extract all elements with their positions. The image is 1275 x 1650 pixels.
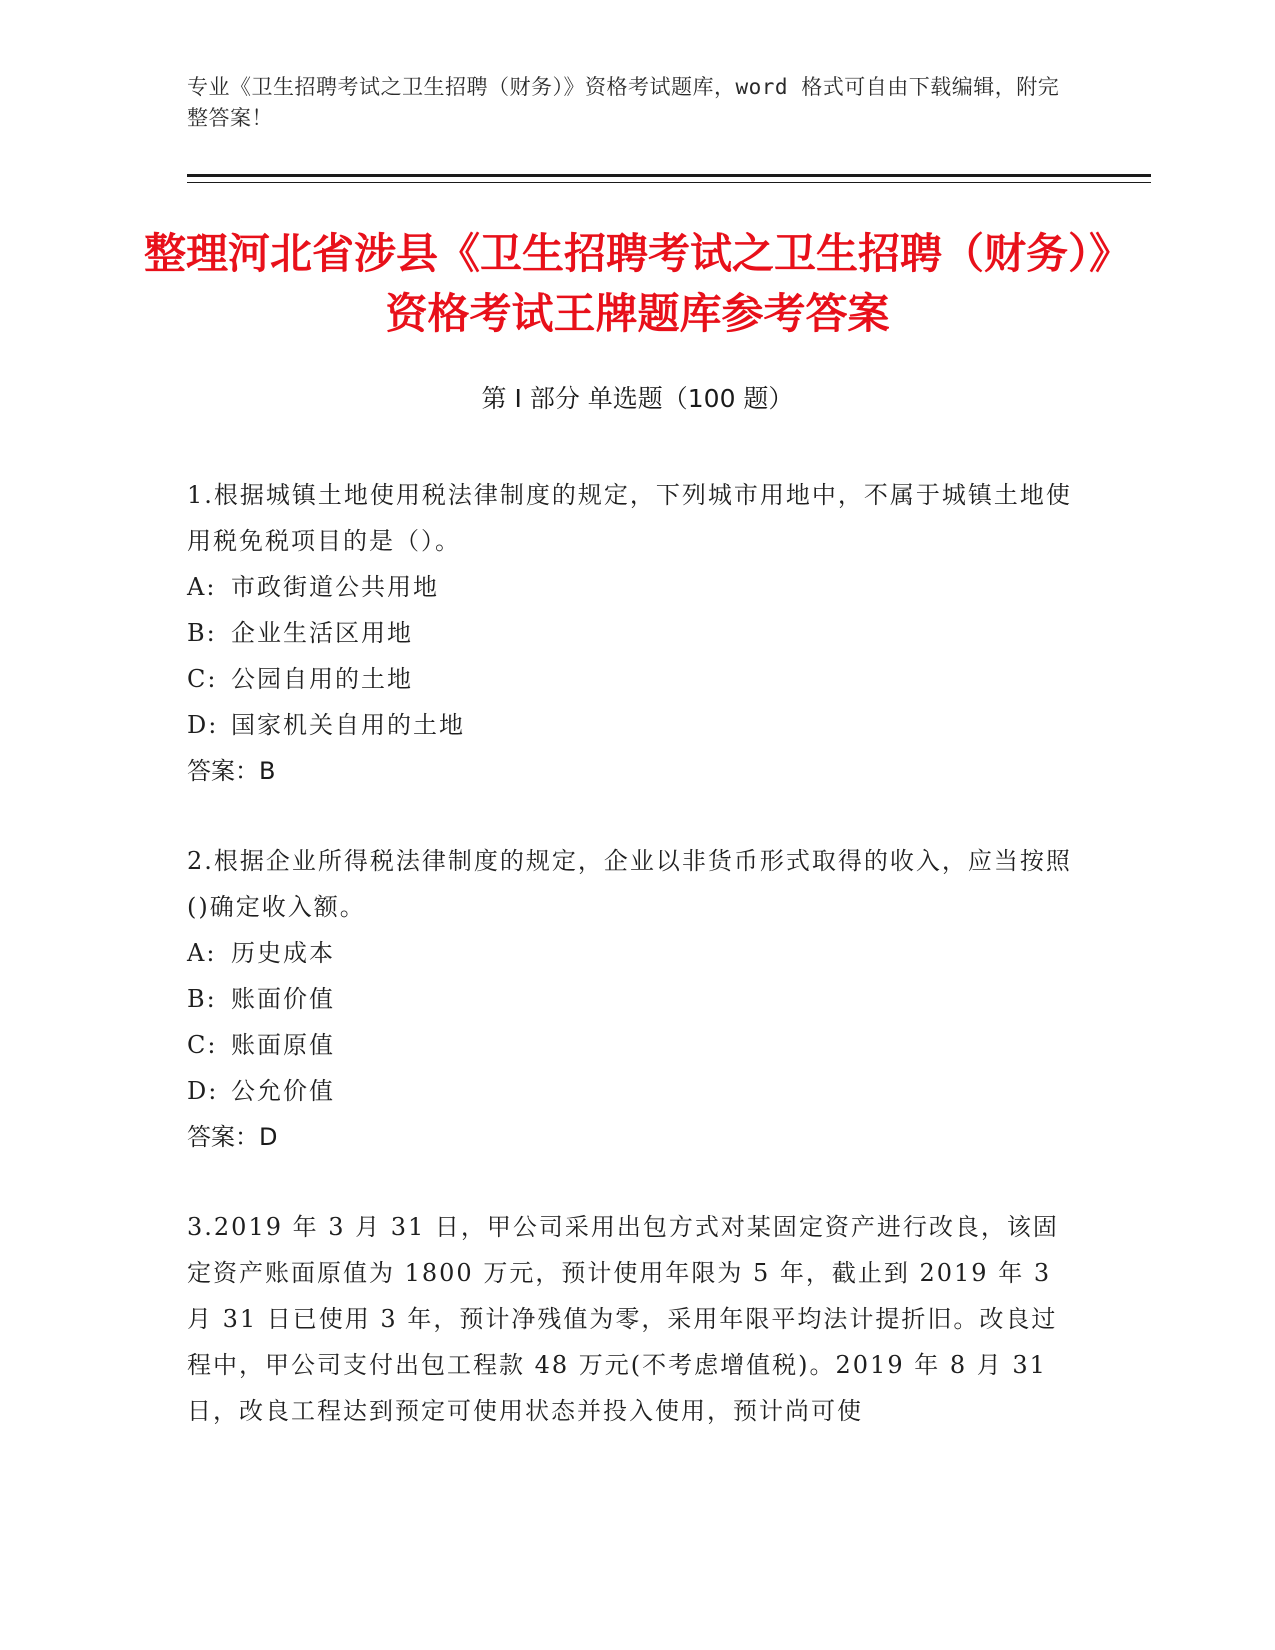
option-text: 国家机关自用的土地 — [231, 711, 465, 739]
option-label: D: — [187, 1077, 219, 1105]
answer: 答案：D — [187, 1123, 278, 1151]
option-label: B: — [187, 619, 217, 647]
option-a — [187, 930, 1077, 976]
question-list — [187, 472, 1077, 1478]
option-label: A: — [187, 573, 217, 601]
option-text: 公园自用的土地 — [231, 665, 413, 693]
header-note: 专业《卫生招聘考试之卫生招聘（财务）》资格考试题库，word 格式可自由下载编辑，附完整答案！ — [187, 75, 1060, 130]
option-a — [187, 564, 1077, 610]
question-stem: 1.根据城镇土地使用税法律制度的规定，下列城市用地中，不属于城镇土地使用税免税项目的是（）。 — [187, 481, 1072, 555]
option-text: 账面原值 — [231, 1031, 335, 1059]
answer: 答案：B — [187, 757, 276, 785]
option-b — [187, 976, 1077, 1022]
option-label: B: — [187, 985, 217, 1013]
option-label: C: — [187, 1031, 218, 1059]
question-1 — [187, 472, 1077, 794]
header-divider-thin — [187, 182, 1151, 183]
question-3 — [187, 1204, 1077, 1434]
section-heading: 第 I 部分 单选题（100 题） — [481, 384, 794, 413]
option-text: 企业生活区用地 — [231, 619, 413, 647]
option-label: A: — [187, 939, 217, 967]
option-b — [187, 610, 1077, 656]
option-text: 市政街道公共用地 — [231, 573, 439, 601]
option-label: D: — [187, 711, 219, 739]
option-c — [187, 1022, 1077, 1068]
option-c — [187, 656, 1077, 702]
option-text: 公允价值 — [231, 1077, 335, 1105]
header-divider-thick — [187, 174, 1151, 177]
option-text: 账面价值 — [231, 985, 335, 1013]
question-stem: 2.根据企业所得税法律制度的规定，企业以非货币形式取得的收入，应当按照()确定收入额。 — [187, 847, 1072, 921]
option-text: 历史成本 — [231, 939, 335, 967]
option-d — [187, 702, 1077, 748]
document-title: 整理河北省涉县《卫生招聘考试之卫生招聘（财务）》资格考试王牌题库参考答案 — [143, 229, 1131, 338]
question-2 — [187, 838, 1077, 1160]
option-label: C: — [187, 665, 218, 693]
option-d — [187, 1068, 1077, 1114]
question-stem: 3.2019 年 3 月 31 日，甲公司采用出包方式对某固定资产进行改良，该固定资产账面原值为 1800 万元，预计使用年限为 5 年，截止到 2019 年 3 月 31 日已使用 3 年，预计净残值为零，采用年限平均法计提折旧。改良过程中，甲公司支付出包工程款 48 万元(不考虑增值税)。2019 年 8 月 31 日，改良工程达到预定可使用状态并投入使用，预计尚可使 — [187, 1213, 1059, 1425]
